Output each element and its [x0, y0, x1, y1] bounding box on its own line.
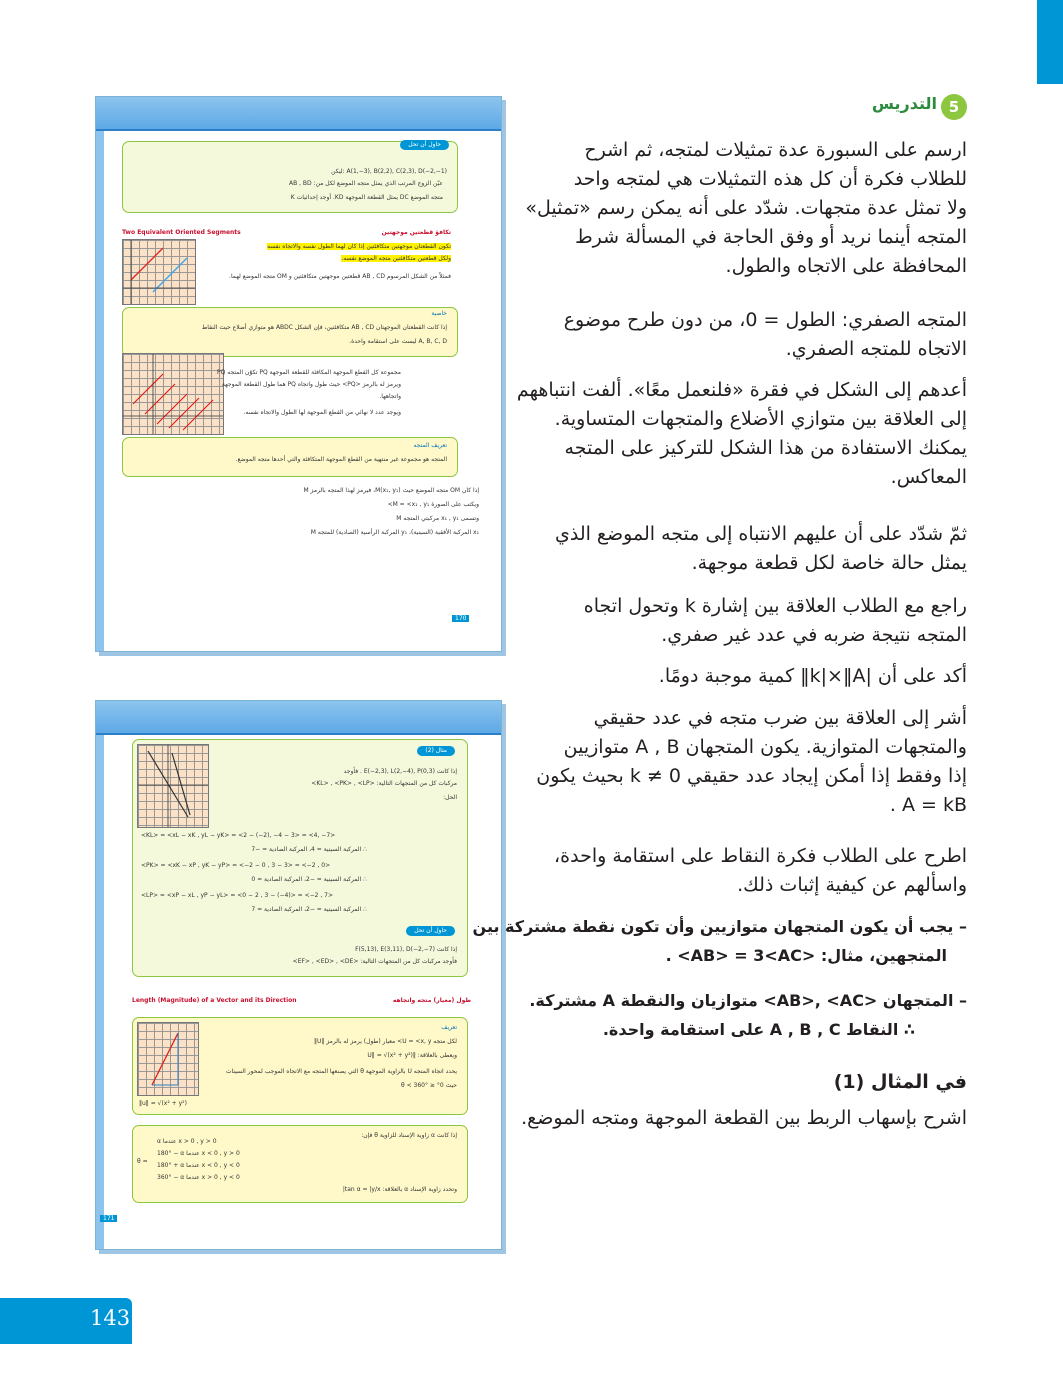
- paragraph-magnitude: أكد على أن |k|×‖A‖ كمية موجبة دومًا.: [658, 665, 967, 687]
- length-definition-title: تعريف: [441, 1024, 457, 1031]
- paragraph-zero-vector: المتجه الصفري: الطول = 0، من دون طرح موضوع الاتجاه للمتجه الصفري.: [563, 309, 967, 360]
- vector-definition-text: المتجه هو مجموعة غير منتهية من القطع الموجهة المتكافئة والتي أحدها متجه الموضع.: [235, 456, 447, 463]
- paragraph-collinear: اطرح على الطلاب فكرة النقاط على استقامة واحدة، واسألهم عن كيفية إثبات ذلك.: [554, 845, 967, 896]
- try-points: A(1,−3), B(2,2), C(2,3), D(−2,−1) :ليكن: [331, 168, 447, 175]
- paragraph-parallel-vectors: أشر إلى العلاقة بين ضرب متجه في عدد حقيقي والمتجهات المتوازية. يكون المتجهان A , B متوازيين إذا وفقط إذا أمكن إيجاد عدد حقيقي k ≠ 0 بحيث يكون A = kB .: [536, 707, 967, 816]
- pk-components: ∴ المركبة السينية = −2، المركبة الصادية = 0: [251, 876, 367, 883]
- lp-calc: <LP> = <xP − xL , yP − yL> = <0 − 2 , 3 − (−4)> = <−2 , 7>: [141, 892, 334, 899]
- reference-row-1: α عندما x > 0 , y > 0: [157, 1138, 217, 1145]
- position-line-3: وتسمى x₁ , y₁ مركبتي المتجه M: [396, 515, 479, 522]
- def-line-1: تكون القطعتان موجهتين متكافئتين إذا كان لهما الطول نفسه والاتجاه نفسه: [267, 243, 451, 250]
- property-line-1: إذا كانت القطعتان الموجهتان AB , CD متكافئتين، فإن الشكل ABDC هو متوازي أضلاع حيث النقاط: [201, 324, 447, 331]
- try-question: فأوجد مركبات كل من المتجهات التالية: <EF> , <ED> , <DE>: [292, 958, 457, 965]
- reference-row-3: 180° + α عندما x < 0 , y < 0: [157, 1162, 240, 1169]
- property-title: خاصية: [431, 310, 447, 317]
- magnitude-formula: ‖u‖ = √(x² + y²): [139, 1100, 187, 1107]
- set-line-1: مجموعة كل القطع الموجهة المكافئة للقطعة الموجهة PQ تكوّن المتجه PQ: [216, 369, 401, 376]
- try-box: [122, 141, 458, 213]
- page-number: 143: [90, 1306, 131, 1330]
- reference-intro: إذا كانت α زاوية الإسناد للزاوية θ فإن:: [361, 1132, 457, 1139]
- paragraph-parallelogram: أعدهم إلى الشكل في فقرة «فلنعمل معًا». ألفت انتباههم إلى العلاقة بين متوازي الأضلاع والمتجهات المتساوية. يمكنك الاستفادة من هذا الشكل للتركيز على المتجه المعاكس.: [516, 379, 967, 488]
- paragraph-sign-k: راجع مع الطلاب العلاقة بين إشارة k وتحول اتجاه المتجه نتيجة ضربه في عدد غير صفري.: [583, 595, 967, 646]
- thumbnail-header: [96, 97, 501, 131]
- vector-definition-box: [122, 437, 458, 477]
- bullet-example: – المتجهان ‎<AB>, <AC>‎ متوازيان والنقطة A مشتركة. ∴ النقاط A , B , C على استقامة واحدة.: [529, 991, 967, 1039]
- length-definition-box: [132, 1017, 468, 1115]
- graph-vector-set: [122, 353, 224, 435]
- example-pill: مثال (2): [417, 746, 455, 756]
- thumbnail-sidebar: [96, 735, 104, 1249]
- length-definition-2: ويعطى بالعلاقة: ‖U‖ = √(x² + y²): [367, 1052, 457, 1059]
- try-part-a: عيّن الزوج المرتب الذي يمثل متجه الموضع لكل من: AB , BD: [288, 180, 443, 187]
- thumbnail-sidebar: [96, 131, 104, 651]
- reference-row-2: 180° − α عندما x < 0 , y > 0: [157, 1150, 240, 1157]
- try-part-b: متجه الموضع DC يمثل القطعة الموجهة KD. أوجد إحداثيات K: [290, 194, 443, 201]
- length-title-ar: طول (معيار) متجه واتجاهه: [392, 997, 471, 1004]
- length-definition-4: حيث 0° ≤ θ < 360°: [401, 1082, 457, 1089]
- try-points: إذا كانت F(5,13), E(3,11), D(−2,−7): [355, 946, 457, 953]
- length-title-en: Length (Magnitude) of a Vector and its Direction: [132, 997, 297, 1004]
- def-line-2: ولكل قطعتين متكافئتين متجه الموضع نفسه.: [341, 255, 451, 262]
- position-line-4: x₁ المركبة الأفقية (السينية)، y₁ المركبة الرأسية (الصادية) للمتجه M: [310, 529, 479, 536]
- thumbnail-page-number: 171: [100, 1215, 117, 1222]
- example-box: [132, 739, 468, 977]
- vector-definition-title: تعريف المتجه: [413, 442, 447, 449]
- thumbnail-page-number: 170: [452, 615, 469, 622]
- thumbnail-page-171: [95, 700, 502, 1250]
- thumbnail-header: [96, 701, 501, 735]
- pk-calc: <PK> = <xK − xP , yK − yP> = <−2 − 0 , 3 − 3> = <−2 , 0>: [141, 862, 331, 869]
- set-line-3: واتجاهها.: [379, 393, 401, 400]
- kl-calc: <KL> = <xL − xK , yL − yK> = <2 − (−2), −4 − 3> = <4, −7>: [141, 832, 336, 839]
- graph-equivalent-segments: [122, 239, 196, 305]
- section-title: التدريس: [871, 94, 937, 113]
- page-number-box: [0, 1298, 132, 1344]
- example-note: فمثلاً من الشكل المرسوم AB , CD قطعتين موجهتين متكافئتين و OM متجه الموضع لهما.: [229, 273, 451, 280]
- section-number-badge: 5: [941, 94, 967, 120]
- position-line-2: ويكتب على الصورة M = <x₁ , y₁>: [387, 501, 479, 508]
- example-question: مركبات كل من المتجهات التالية: <KL> , <PK> , <LP>: [311, 780, 457, 787]
- tan-relation: وتحدد زاوية الإسناد α بالعلاقة: tan α = |y/x|: [342, 1186, 457, 1193]
- position-line-1: إذا كان OM متجه الموضع حيث M(x₁, y₁)، فيرمز لهذا المتجه بالرمز M: [303, 487, 479, 494]
- corner-tab: [1037, 0, 1063, 84]
- try-pill: حاول أن تحل: [400, 140, 449, 150]
- length-definition-1: لكل متجه U = <x, y> معيار (طول) يرمز له بالرمز ‖U‖: [314, 1038, 457, 1045]
- kl-components: ∴ المركبة السينية = 4، المركبة الصادية = −7: [251, 846, 367, 853]
- property-box: [122, 307, 458, 357]
- thumbnail-page-170: [95, 96, 502, 652]
- lp-components: ∴ المركبة السينية = −2، المركبة الصادية = 7: [251, 906, 367, 913]
- paragraph-example-1: اشرح بإسهاب الربط بين القطعة الموجهة ومتجه الموضع.: [521, 1107, 967, 1129]
- set-line-4: ويوجد عدد لا نهائي من القطع الموجهة لها الطول والاتجاه نفسه.: [243, 409, 401, 416]
- bullet-condition: – يجب أن يكون المتجهان متوازيين وأن تكون نقطة مشتركة بين المتجهين، مثال: ‎<AB> = 3<AC>‎ .: [472, 917, 967, 965]
- theta-label: θ =: [137, 1158, 148, 1165]
- try-pill: حاول أن تحل: [406, 926, 455, 936]
- solution-label: الحل:: [443, 794, 457, 801]
- graph-vector-length: [137, 1022, 199, 1096]
- paragraph-position-vector: ثمّ شدّد على أن عليهم الانتباه إلى متجه الموضع الذي يمثل حالة خاصة لكل قطعة موجهة.: [554, 523, 967, 574]
- example-1-heading: في المثال (1): [833, 1071, 967, 1093]
- length-definition-3: يحدد اتجاه المتجه U بالزاوية الموجهة θ التي يصنعها المتجه مع الاتجاه الموجب لمحور السينات: [225, 1068, 457, 1075]
- paragraph-1: ارسم على السبورة عدة تمثيلات لمتجه، ثم اشرح للطلاب فكرة أن كل هذه التمثيلات هي لمتجه واحد ولا تمثل عدة متجهات. شدّد على أنه يمكن رسم «تمثيل» المتجه أينما نريد أو وفق الحاجة في المسألة شرط المحافظة على الاتجاه والطول.: [525, 139, 967, 277]
- property-line-2: A, B, C, D ليست على استقامة واحدة.: [349, 338, 447, 345]
- set-line-2: ويرمز له بالرمز <PQ> حيث طول واتجاه PQ هما طول القطعة الموجهة: [221, 381, 401, 388]
- example-points: إذا كانت E(−2,3), L(2,−4), P(0,3) . فأوجد: [343, 768, 457, 775]
- section-title-ar: تكافؤ قطعتين موجهتين: [381, 229, 451, 236]
- reference-angle-box: [132, 1125, 468, 1203]
- section-title-en: Two Equivalent Oriented Segments: [122, 229, 241, 236]
- reference-row-4: 360° − α عندما x > 0 , y < 0: [157, 1174, 240, 1181]
- graph-example-2: [137, 744, 209, 828]
